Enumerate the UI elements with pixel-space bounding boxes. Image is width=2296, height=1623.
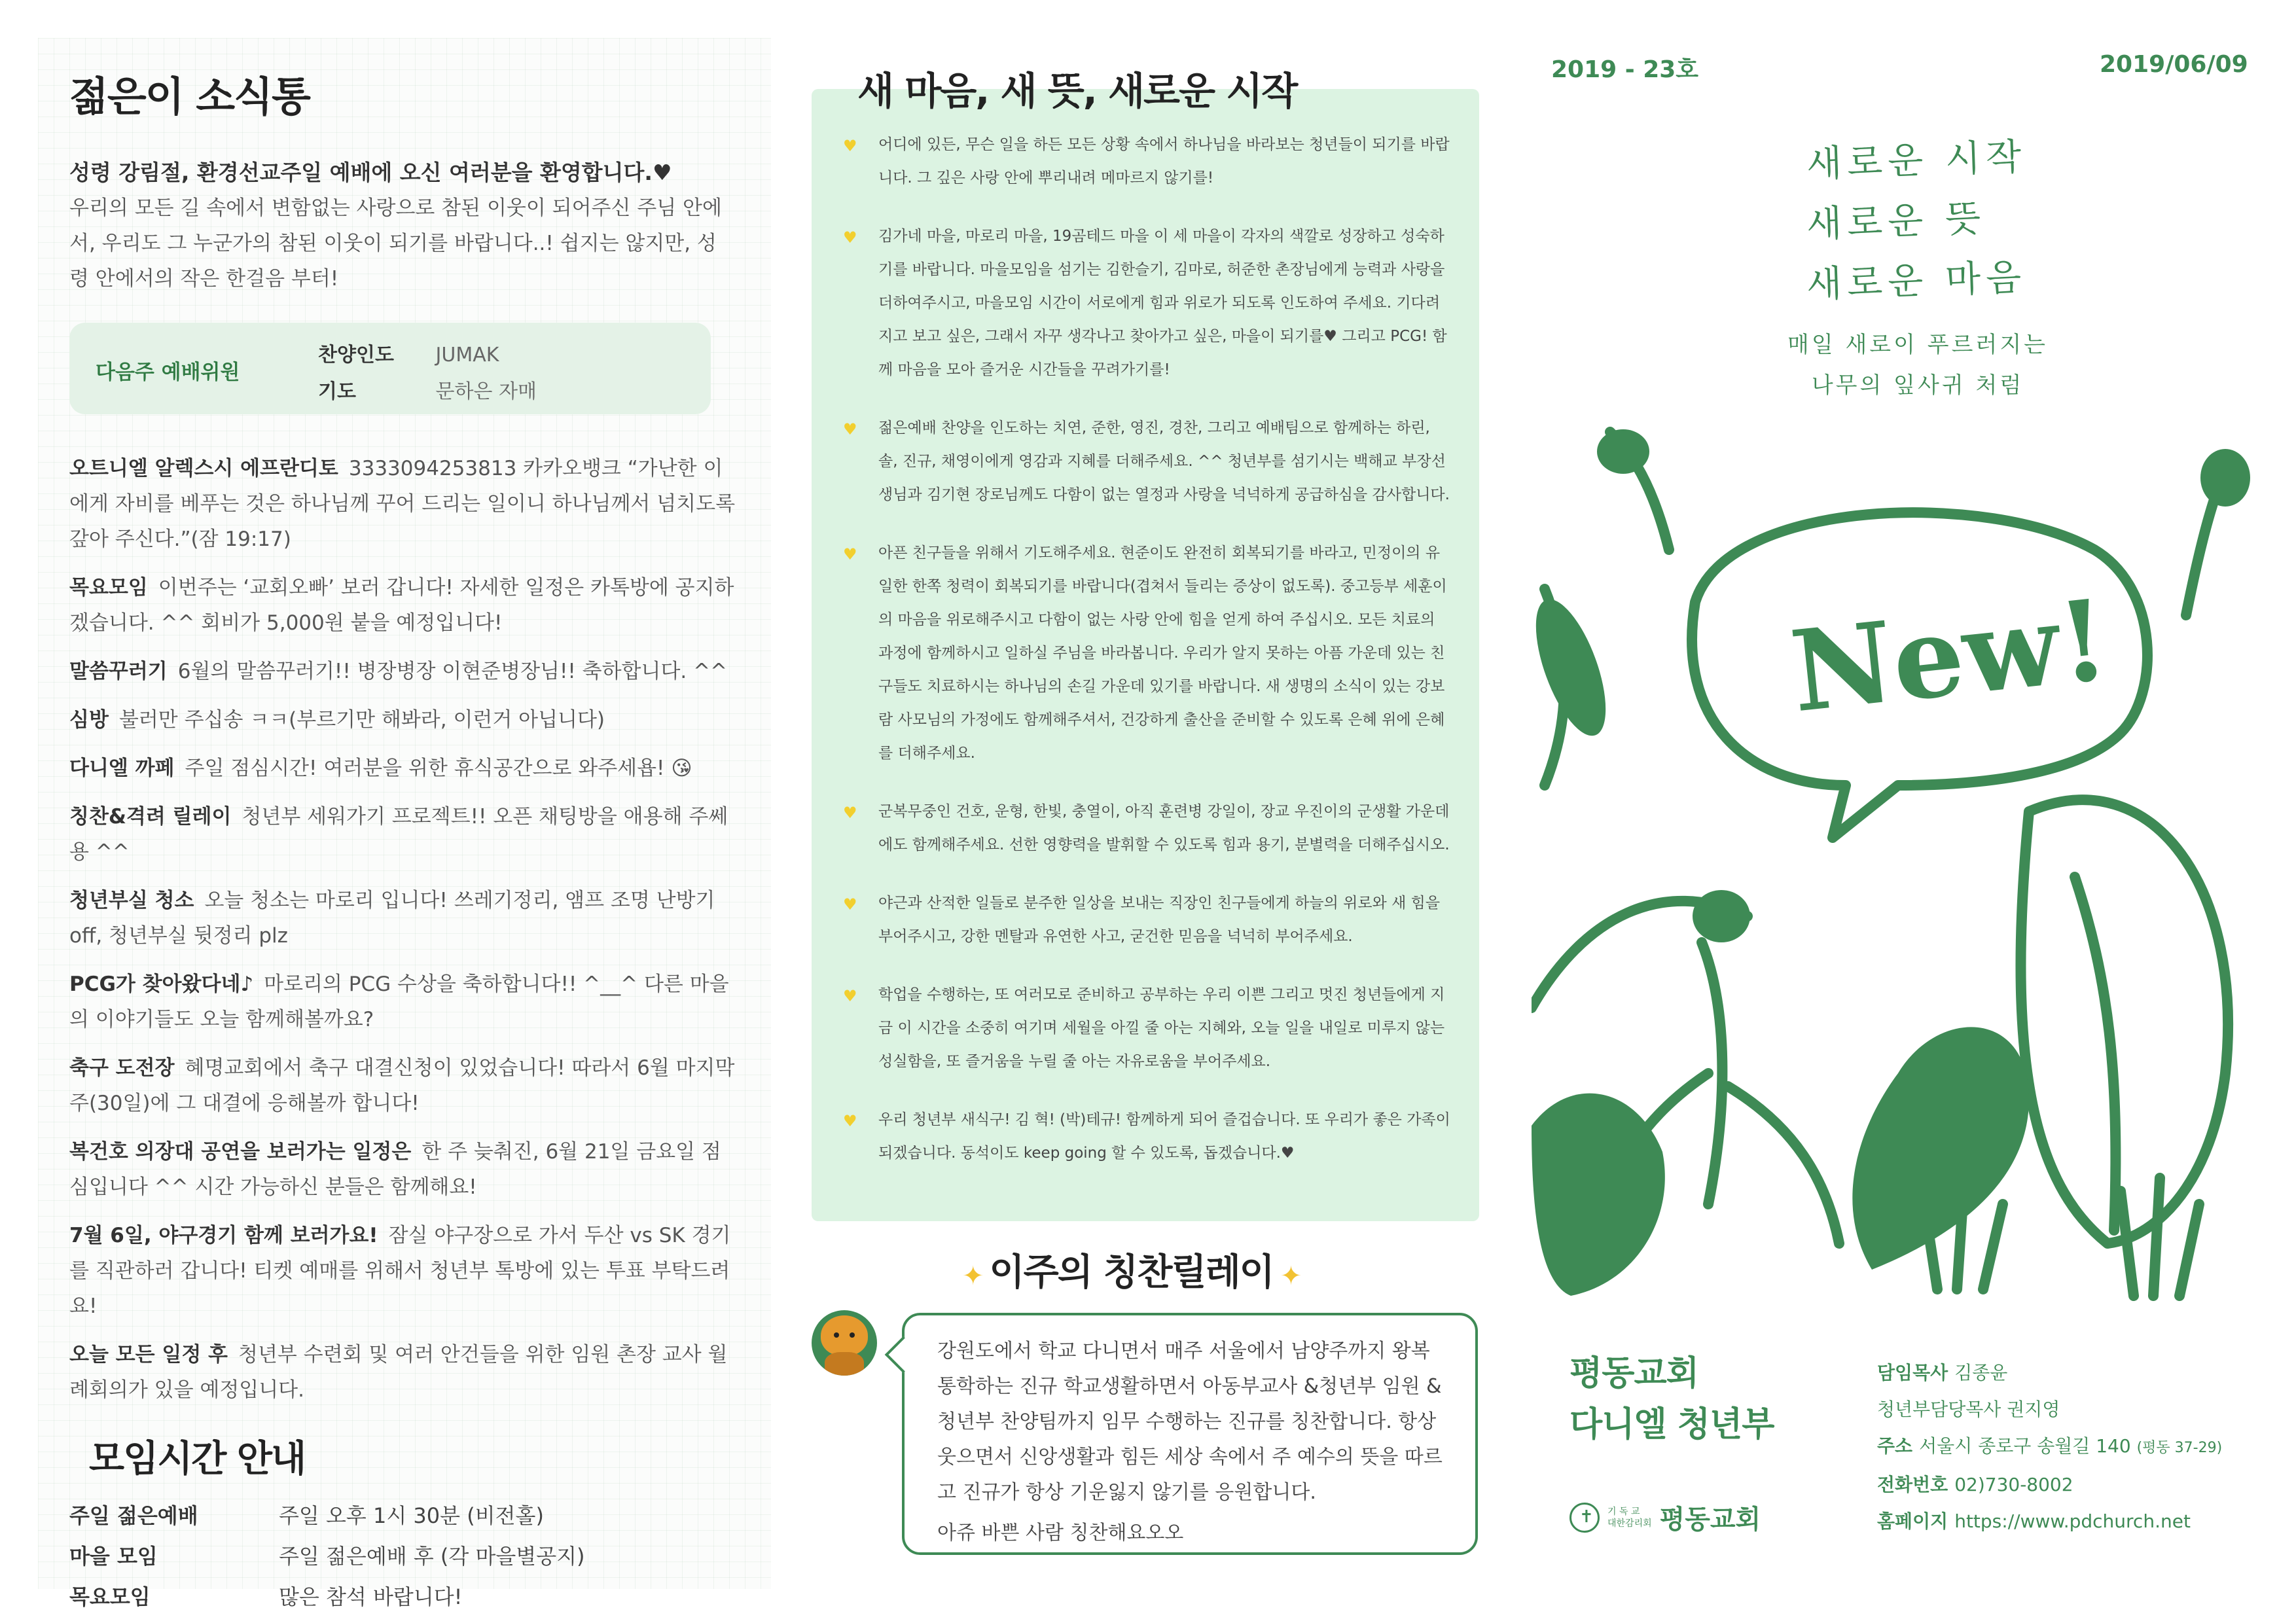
heart-icon: ♥ bbox=[843, 804, 857, 822]
prayer-text: 아픈 친구들을 위해서 기도해주세요. 현준이도 완전히 회복되기를 바라고, 민정이의 유일한 한쪽 청력이 회복되기를 바랍니다(겹쳐서 들리는 증상이 없도록). 중고등부 세훈이의 마음을 위로해주시고 다함이 없는 사랑 안에 힘을 얻게 하여 주십시오. 모든 치료의 과정에 함께하시고 일하실 주님을 바라봅니다. 우리가 알지 못하는 아픔 가운데 있는 친구들도 치료하시는 하나님의 손길 가운데 있기를 바랍니다. 새 생명의 소식이 있는 강보람 사모님의 가정에도 함께해주셔서, 건강하게 출산을 준비할 수 있도록 은혜 위에 은혜를 더해주세요. bbox=[878, 544, 1447, 762]
meeting-times-title: 모임시간 안내 bbox=[89, 1438, 306, 1480]
news-item bbox=[69, 883, 737, 954]
meeting-value: 주일 오후 1시 30분 (비전홀) bbox=[279, 1503, 544, 1528]
info-label: 홈페이지 bbox=[1877, 1510, 1948, 1532]
church-name-line: 다니엘 청년부 bbox=[1570, 1405, 1774, 1444]
news-item-body: 한 주 늦춰진, 6월 21일 금요일 점심입니다 ^^ 시간 가능하신 분들은 함께해요! bbox=[69, 1140, 721, 1199]
info-value: 청년부담당목사 권지영 bbox=[1877, 1399, 2060, 1420]
prayer-item bbox=[838, 887, 1453, 954]
news-item-body: 주일 점심시간! 여러분을 위한 휴식공간으로 와주세욥! 😘 bbox=[185, 757, 692, 780]
next-week-person: 문하은 자매 bbox=[435, 380, 537, 403]
info-row bbox=[1877, 1467, 2222, 1503]
news-item-title: 복건호 의장대 공연을 보러가는 일정은 bbox=[69, 1140, 412, 1164]
prayer-item bbox=[838, 128, 1453, 195]
news-item bbox=[69, 1337, 737, 1408]
denomination-line: 대한감리회 bbox=[1607, 1518, 1652, 1529]
homepage-link[interactable]: https://www.pdchurch.net bbox=[1954, 1510, 2191, 1532]
news-item bbox=[69, 702, 737, 738]
heart-icon: ♥ bbox=[843, 137, 857, 155]
news-item-title: 심방 bbox=[69, 708, 109, 732]
prayer-section-title: 새 마음, 새 뜻, 새로운 시작 bbox=[857, 69, 1297, 113]
church-department-name bbox=[1570, 1348, 1774, 1450]
sparkle-icon: ✦ bbox=[1280, 1261, 1301, 1291]
youth-news-title: 젊은이 소식통 bbox=[69, 73, 310, 120]
plant-illustration bbox=[1532, 419, 2265, 1322]
news-item-title: 청년부실 청소 bbox=[69, 889, 194, 912]
news-item-body: 이번주는 ‘교회오빠’ 보러 갑니다! 자세한 일정은 카톡방에 공지하겠습니다. ^^ 회비가 5,000원 붙을 예정입니다! bbox=[69, 576, 734, 635]
info-value: 김종윤 bbox=[1954, 1362, 2008, 1383]
news-item-body: 혜명교회에서 축구 대결신청이 있었습니다! 따라서 6월 마지막주(30일)에 그 대결에 응해볼까 합니다! bbox=[69, 1056, 735, 1115]
next-week-worship-box bbox=[69, 323, 711, 414]
meeting-label: 마을 모임 bbox=[69, 1544, 158, 1569]
church-emblem-icon bbox=[1570, 1503, 1600, 1533]
heart-icon: ♥ bbox=[843, 895, 857, 914]
heart-icon: ♥ bbox=[843, 1112, 857, 1130]
handwritten-slogan bbox=[1806, 131, 2026, 312]
info-label: 주소 bbox=[1877, 1435, 1913, 1457]
heart-icon: ♥ bbox=[843, 545, 857, 563]
news-item-title: PCG가 찾아왔다네♪ bbox=[69, 972, 254, 996]
heart-icon: ♥ bbox=[843, 987, 857, 1005]
next-week-row bbox=[318, 338, 499, 367]
praise-closing: 아쥬 바쁜 사람 칭찬해요오오 bbox=[937, 1522, 1184, 1544]
prayer-text: 어디에 있든, 무슨 일을 하든 모든 상황 속에서 하나님을 바라보는 청년들이 되기를 바랍니다. 그 깊은 사랑 안에 뿌리내려 메마르지 않기를! bbox=[878, 136, 1450, 187]
denomination-line: 기 독 교 bbox=[1607, 1506, 1640, 1517]
news-item-title: 말씀꾸러기 bbox=[69, 660, 168, 683]
issue-number: 2019 - 23호 bbox=[1551, 56, 1699, 83]
news-item-body: 잠실 야구장으로 가서 두산 vs SK 경기를 직관하러 갑니다! 티켓 예매를 위해서 청년부 톡방에 있는 투표 부탁드려요! bbox=[69, 1224, 731, 1318]
prayer-text: 우리 청년부 새식구! 김 혁! (박)테규! 함께하게 되어 즐겁습니다. 또 우리가 좋은 가족이 되겠습니다. 동석이도 keep going 할 수 있도록, 돕겠습니다.♥ bbox=[878, 1111, 1450, 1162]
church-name-line: 평동교회 bbox=[1570, 1354, 1698, 1393]
prayer-item bbox=[838, 537, 1453, 770]
prayer-item bbox=[838, 220, 1453, 387]
news-item bbox=[69, 570, 737, 641]
church-info bbox=[1877, 1355, 2222, 1540]
praise-body: 강원도에서 학교 다니면서 매주 서울에서 남양주까지 왕복 통학하는 진규 학교생활하면서 아동부교사 &청년부 임원 & 청년부 찬양팀까지 임무 수행하는 진규를 칭찬합니다. 항상 웃으면서 신앙생활과 힘든 세상 속에서 주 예수의 뜻을 따르고 진규가 항상 기운잃지 않기를 응원합니다. bbox=[937, 1340, 1443, 1504]
slogan-line: 새로운 시작 bbox=[1805, 135, 2028, 186]
info-value: 02)730-8002 bbox=[1954, 1474, 2073, 1495]
news-item-title: 오트니엘 알렉스시 에프란디토 bbox=[69, 457, 338, 480]
prayer-item bbox=[838, 412, 1453, 512]
news-item-title: 목요모임 bbox=[69, 576, 148, 599]
prayer-text: 야근과 산적한 일들로 분주한 일상을 보내는 직장인 친구들에게 하늘의 위로와 새 힘을 부어주시고, 강한 멘탈과 유연한 사고, 굳건한 믿음을 넉넉히 부어주세요. bbox=[878, 895, 1441, 945]
news-item-body: 6월의 말씀꾸러기!! 병장병장 이현준병장님!! 축하합니다. ^^ bbox=[177, 660, 728, 683]
denomination-label bbox=[1607, 1506, 1652, 1529]
sparkle-icon: ✦ bbox=[962, 1261, 983, 1291]
news-item bbox=[69, 1050, 737, 1121]
meeting-value: 많은 참석 바랍니다! bbox=[279, 1584, 463, 1609]
meeting-value: 주일 젊은예배 후 (각 마을별공지) bbox=[279, 1544, 585, 1569]
prayer-text: 김가네 마을, 마로리 마을, 19곰테드 마을 이 세 마을이 각자의 색깔로 성장하고 성숙하기를 바랍니다. 마을모임을 섬기는 김한슬기, 김마로, 허준한 촌장님에게 능력과 사랑을 더하여주시고, 마을모임 시간이 서로에게 힘과 위로가 되도록 인도하여 주세요. 기다려지고 보고 싶은, 그래서 자꾸 생각나고 찾아가고 싶은, 마을이 되기를♥ 그리고 PCG! 함께 마음을 모아 즐거운 시간들을 꾸려가기를! bbox=[878, 228, 1447, 378]
news-list bbox=[69, 451, 737, 1408]
prayer-item bbox=[838, 978, 1453, 1079]
new-word-art: New! bbox=[1785, 574, 2115, 738]
info-label: 담임목사 bbox=[1877, 1362, 1948, 1383]
news-item-body: 청년부 수련회 및 여러 안건들을 위한 임원 촌장 교사 월례회의가 있을 예정입니다. bbox=[69, 1343, 728, 1402]
news-item bbox=[69, 1134, 737, 1205]
news-item bbox=[69, 751, 737, 786]
next-week-role: 찬양인도 bbox=[318, 344, 394, 366]
news-item-title: 축구 도전장 bbox=[69, 1056, 175, 1080]
meeting-row bbox=[69, 1536, 740, 1577]
youth-news-panel bbox=[38, 38, 771, 1609]
next-week-role: 기도 bbox=[318, 380, 356, 403]
prayer-text: 군복무중인 건호, 운형, 한빛, 충열이, 아직 훈련병 강일이, 장교 우진이의 군생활 가운데에도 함께해주세요. 선한 영향력을 발휘할 수 있도록 힘과 용기, 분별력을 더해주십시오. bbox=[878, 803, 1450, 853]
next-week-label: 다음주 예배위원 bbox=[96, 361, 240, 384]
prayer-box bbox=[812, 89, 1479, 1221]
news-item bbox=[69, 654, 737, 689]
logo-church-name: 평동교회 bbox=[1659, 1505, 1761, 1535]
next-week-person: JUMAK bbox=[435, 344, 499, 366]
info-extra: (평동 37-29) bbox=[2136, 1440, 2223, 1456]
heart-icon: ♥ bbox=[843, 228, 857, 247]
info-label: 전화번호 bbox=[1877, 1474, 1948, 1495]
welcome-body: 우리의 모든 길 속에서 변함없는 사랑으로 참된 이웃이 되어주신 주님 안에서, 우리도 그 누군가의 참된 이웃이 되기를 바랍니다..! 쉽지는 않지만, 성령 안에서의 작은 한걸음 부터! bbox=[69, 196, 722, 291]
slogan-line: 새로운 마음 bbox=[1805, 256, 2028, 306]
handwritten-subtitle bbox=[1787, 325, 2049, 406]
subtitle-line: 나무의 잎사귀 처럼 bbox=[1811, 372, 2024, 399]
news-item bbox=[69, 799, 737, 870]
prayer-text: 젊은예배 찬양을 인도하는 치연, 준한, 영진, 경찬, 그리고 예배팀으로 함께하는 하린, 솔, 진규, 채영이에게 영감과 지혜를 더해주세요. ^^ 청년부를 섬기시는 백해교 부장선생님과 김기현 장로님께도 다함이 없는 열정과 사랑을 넉넉하게 공급하심을 감사합니다. bbox=[878, 419, 1450, 503]
next-week-row bbox=[318, 375, 537, 404]
church-logo bbox=[1570, 1499, 1761, 1536]
prayer-item bbox=[838, 1103, 1453, 1170]
news-item-body: 오늘 청소는 마로리 입니다! 쓰레기정리, 앰프 조명 난방기 off, 청년부실 뒷정리 plz bbox=[69, 889, 715, 948]
ryan-avatar-icon bbox=[812, 1310, 877, 1376]
slogan-line: 새로운 뜻 bbox=[1805, 197, 1987, 246]
meeting-row bbox=[69, 1495, 740, 1536]
prayer-item bbox=[838, 795, 1453, 862]
news-item bbox=[69, 967, 737, 1037]
issue-date: 2019/06/09 bbox=[2100, 51, 2248, 78]
news-item-body: 마로리의 PCG 수상을 축하합니다!! ^__^ 다른 마을의 이야기들도 오늘 함께해볼까요? bbox=[69, 972, 729, 1031]
news-item bbox=[69, 451, 737, 557]
news-item-title: 칭찬&격려 릴레이 bbox=[69, 805, 232, 829]
info-row bbox=[1877, 1391, 2222, 1428]
info-value: 서울시 종로구 송월길 140 bbox=[1919, 1435, 2131, 1457]
news-item-title: 다니엘 까페 bbox=[69, 757, 175, 780]
praise-relay-title: 이주의 칭찬릴레이 bbox=[989, 1251, 1274, 1294]
info-row bbox=[1877, 1428, 2222, 1467]
news-item-body: 불러만 주십송 ㅋㅋ(부르기만 해봐라, 이런거 아닙니다) bbox=[118, 708, 605, 732]
meeting-label: 주일 젊은예배 bbox=[69, 1503, 198, 1528]
news-item-title: 오늘 모든 일정 후 bbox=[69, 1343, 228, 1366]
news-item-body: 3333094253813 카카오뱅크 “가난한 이에게 자비를 베푸는 것은 하나님께 꾸어 드리는 일이니 하나님께서 넘치도록 갚아 주신다.”(잠 19:17) bbox=[69, 457, 736, 551]
meeting-row bbox=[69, 1577, 740, 1617]
praise-speech-bubble bbox=[902, 1313, 1478, 1555]
prayer-text: 학업을 수행하는, 또 여러모로 준비하고 공부하는 우리 이쁜 그리고 멋진 청년들에게 지금 이 시간을 소중히 여기며 세월을 아낄 줄 아는 지혜와, 오늘 일을 내일로 미루지 않는 성실함을, 또 즐거움을 누릴 줄 아는 자유로움을 부어주세요. bbox=[878, 986, 1445, 1070]
praise-relay-heading bbox=[956, 1243, 1307, 1296]
meeting-label: 목요모임 bbox=[69, 1584, 151, 1609]
news-item-title: 7월 6일, 야구경기 함께 보러가요! bbox=[69, 1224, 378, 1247]
welcome-heading: 성령 강림절, 환경선교주일 예배에 오신 여러분을 환영합니다.♥ bbox=[69, 160, 672, 185]
info-row bbox=[1877, 1355, 2222, 1391]
news-item-body: 청년부 세워가기 프로젝트!! 오픈 채팅방을 애용해 주쎄용 ^^ bbox=[69, 805, 728, 864]
news-item bbox=[69, 1218, 737, 1324]
subtitle-line: 매일 새로이 푸르러지는 bbox=[1787, 332, 2049, 358]
info-row[interactable] bbox=[1877, 1503, 2222, 1540]
heart-icon: ♥ bbox=[843, 420, 857, 438]
